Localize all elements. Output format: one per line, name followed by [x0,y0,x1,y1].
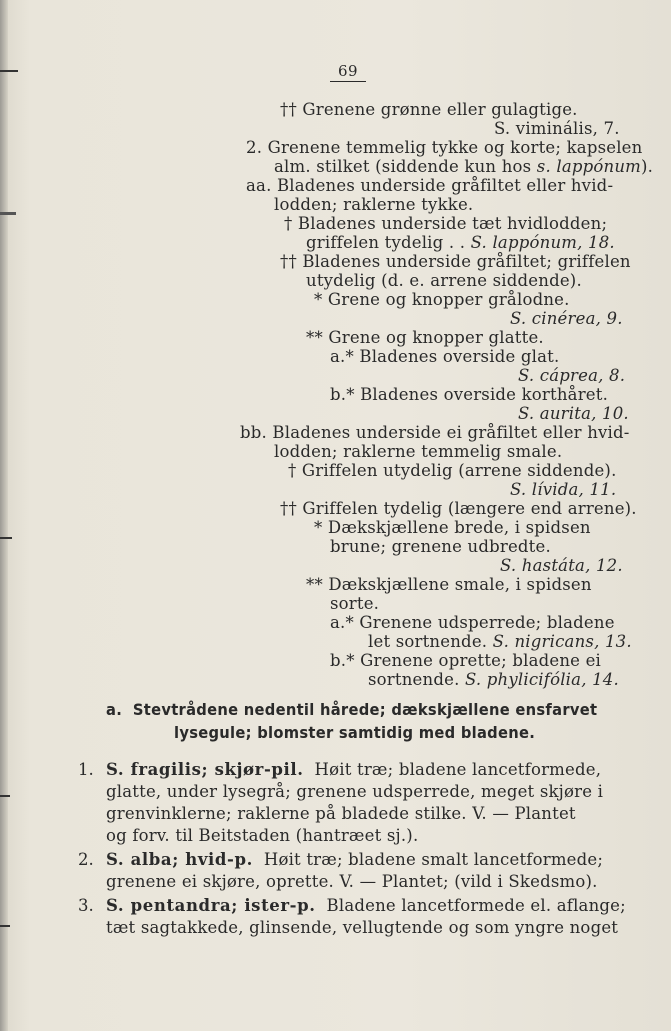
species-name: S. fragilis; skjør-pil. [106,760,304,779]
key-line: brune; grenene udbredte. [330,537,551,556]
key-line: bb. Bladenes underside ei gråfiltet eller hvid- [240,423,630,442]
species-reference: S. cinérea, 9. [510,309,623,328]
key-line: lodden; raklerne temmelig smale. [274,442,563,461]
entry-number: 1. [78,760,94,779]
key-line: * Grene og knopper grålodne. [314,290,570,309]
key-line: sortnende. S. phylicifólia, 14. [368,670,619,689]
species-reference: S. cáprea, 8. [518,366,626,385]
species-reference: S. hastáta, 12. [500,556,623,575]
key-line: †† Griffelen tydelig (længere end arrene). [280,499,637,518]
margin-mark [0,795,10,797]
key-line: †† Grenene grønne eller gulagtige. [280,100,578,119]
margin-mark [0,537,12,539]
section-heading-line: lysegule; blomster samtidig med bladene. [174,723,536,742]
entry-number: 3. [78,896,94,915]
species-name: S. pentandra; ister-p. [106,896,316,915]
key-line: 2. Grenene temmelig tykke og korte; kapselen [246,138,643,157]
species-entry-line: S. pentandra; ister-p. Bladene lancetformede el. aflange; [106,896,626,915]
species-entry-line: grenvinklerne; raklerne på bladede stilke. V. — Plantet [106,804,576,823]
key-line: † Bladenes underside tæt hvidlodden; [284,214,608,233]
species-reference: S. lívida, 11. [510,480,617,499]
key-line: S. viminális, 7. [494,119,620,138]
species-entry-line: tæt sagtakkede, glinsende, vellugtende og som yngre noget [106,918,619,937]
page-binding-edge [0,0,8,1031]
key-line: griffelen tydelig . . S. lappónum, 18. [306,233,615,252]
key-line: a.* Grenene udsperrede; bladene [330,613,615,632]
key-line: b.* Bladenes overside korthåret. [330,385,609,404]
margin-mark [0,70,18,72]
entry-number: 2. [78,850,94,869]
page-number: 69 [330,62,366,82]
key-line: a.* Bladenes overside glat. [330,347,560,366]
margin-mark [0,925,10,927]
key-line: sorte. [330,594,380,613]
key-line: † Griffelen utydelig (arrene siddende). [288,461,617,480]
margin-mark [0,212,16,215]
key-line: let sortnende. S. nigricans, 13. [368,632,632,651]
species-name: S. alba; hvid-p. [106,850,253,869]
key-line: * Dækskjællene brede, i spidsen [314,518,591,537]
species-reference: S. aurita, 10. [518,404,629,423]
species-entry-line: S. fragilis; skjør-pil. Høit træ; bladene lancetformede, [106,760,602,779]
key-line: †† Bladenes underside gråfiltet; griffelen [280,252,631,271]
section-heading-text: Stevtrådene nedentil hårede; dækskjællene ensfarvet [132,700,598,719]
key-line: b.* Grenene oprette; bladene ei [330,651,602,670]
species-entry-line: og forv. til Beitstaden (hantræet sj.). [106,826,419,845]
species-entry-line: grenene ei skjøre, oprette. V. — Plantet; (vild i Skedsmo). [106,872,598,891]
species-entry-line: S. alba; hvid-p. Høit træ; bladene smalt lancetformede; [106,850,604,869]
key-line: utydelig (d. e. arrene siddende). [306,271,582,290]
species-entry-line: glatte, under lysegrå; grenene udsperrede, meget skjøre i [106,782,604,801]
section-label: a. [106,700,123,719]
key-line: alm. stilket (siddende kun hos s. lappónum). [274,157,654,176]
section-heading-line [106,700,597,720]
key-line: lodden; raklerne tykke. [274,195,474,214]
key-line: ** Grene og knopper glatte. [306,328,544,347]
key-line: ** Dækskjællene smale, i spidsen [306,575,592,594]
key-line: aa. Bladenes underside gråfiltet eller hvid- [246,176,614,195]
